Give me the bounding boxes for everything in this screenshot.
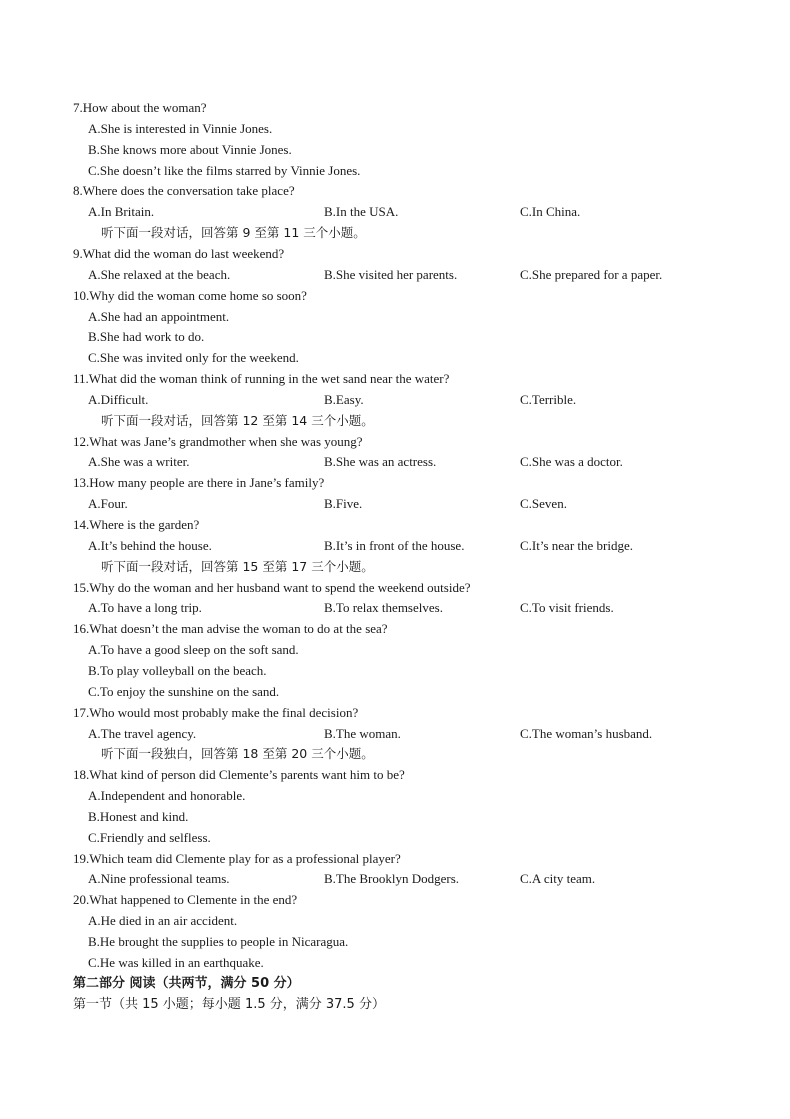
answer-option: C.It’s near the bridge.: [520, 537, 633, 553]
question-stem: 10.Why did the woman come home so soon?: [73, 287, 307, 303]
listening-instruction: 听下面一段对话，回答第 15 至第 17 三个小题。: [101, 558, 374, 574]
answer-option: B.She had work to do.: [88, 329, 205, 345]
question-stem: 7.How about the woman?: [73, 100, 207, 115]
answer-option: C.She was a doctor.: [520, 454, 623, 470]
answer-option: B.Five.: [324, 496, 363, 512]
answer-option: C.Friendly and selfless.: [88, 829, 211, 845]
answer-option: C.A city team.: [520, 871, 596, 887]
answer-option: B.To relax themselves.: [324, 600, 443, 616]
answer-option: B.She knows more about Vinnie Jones.: [88, 141, 292, 157]
answer-option: A.She is interested in Vinnie Jones.: [88, 120, 273, 136]
question-stem: 15.Why do the woman and her husband want to spend the weekend outside?: [73, 579, 471, 595]
answer-option: C.He was killed in an earthquake.: [88, 954, 264, 970]
answer-option: A.Four.: [88, 496, 128, 512]
answer-option: A.To have a long trip.: [88, 600, 202, 616]
answer-option: A.Difficult.: [88, 391, 149, 407]
answer-option: B.Honest and kind.: [88, 808, 189, 824]
answer-option: A.She relaxed at the beach.: [88, 266, 231, 282]
question-stem: 16.What doesn’t the man advise the woman to do at the sea?: [73, 621, 388, 637]
answer-option: C.Seven.: [520, 496, 567, 512]
answer-option: B.Easy.: [324, 391, 364, 407]
answer-option: B.It’s in front of the house.: [324, 537, 465, 553]
answer-option: B.To play volleyball on the beach.: [88, 662, 267, 678]
answer-option: C.She was invited only for the weekend.: [88, 350, 299, 366]
question-stem: 8.Where does the conversation take place?: [73, 183, 295, 199]
answer-option: A.In Britain.: [88, 204, 155, 220]
listening-instruction: 听下面一段对话，回答第 12 至第 14 三个小题。: [101, 412, 374, 428]
answer-option: C.To enjoy the sunshine on the sand.: [88, 683, 280, 699]
answer-option: B.She was an actress.: [324, 454, 437, 470]
question-stem: 14.Where is the garden?: [73, 517, 200, 532]
answer-option: B.The Brooklyn Dodgers.: [324, 871, 460, 887]
answer-option: A.It’s behind the house.: [88, 537, 212, 553]
answer-option: A.Nine professional teams.: [88, 871, 230, 887]
answer-option: B.The woman.: [324, 725, 401, 741]
answer-option: C.She doesn’t like the films starred by Vinnie Jones.: [88, 162, 361, 178]
question-stem: 17.Who would most probably make the final decision?: [73, 704, 359, 720]
answer-option: B.He brought the supplies to people in Nicaragua.: [88, 934, 349, 949]
answer-option: A.The travel agency.: [88, 725, 197, 741]
answer-option: A.He died in an air accident.: [88, 913, 238, 929]
answer-option: A.She was a writer.: [88, 454, 190, 470]
question-stem: 13.How many people are there in Jane’s family?: [73, 475, 325, 491]
question-stem: 20.What happened to Clemente in the end?: [73, 892, 298, 908]
subsection-heading: 第一节（共 15 小题；每小题 1.5 分，满分 37.5 分）: [73, 996, 385, 1012]
section-heading: 第二部分 阅读（共两节，满分 50 分）: [73, 975, 300, 991]
answer-option: C.She prepared for a paper.: [520, 266, 663, 282]
question-stem: 9.What did the woman do last weekend?: [73, 245, 285, 261]
question-stem: 12.What was Jane’s grandmother when she was young?: [73, 433, 363, 449]
answer-option: C.In China.: [520, 204, 581, 220]
question-stem: 11.What did the woman think of running in the wet sand near the water?: [73, 371, 450, 387]
answer-option: A.Independent and honorable.: [88, 788, 246, 804]
answer-option: A.To have a good sleep on the soft sand.: [88, 642, 299, 658]
answer-option: A.She had an appointment.: [88, 308, 230, 324]
listening-instruction: 听下面一段对话，回答第 9 至第 11 三个小题。: [101, 225, 366, 241]
listening-instruction: 听下面一段独白，回答第 18 至第 20 三个小题。: [101, 746, 374, 762]
answer-option: B.She visited her parents.: [324, 266, 458, 282]
answer-option: C.Terrible.: [520, 391, 577, 407]
answer-option: C.The woman’s husband.: [520, 725, 653, 741]
question-stem: 19.Which team did Clemente play for as a professional player?: [73, 850, 401, 866]
question-stem: 18.What kind of person did Clemente’s parents want him to be?: [73, 767, 405, 783]
answer-option: C.To visit friends.: [520, 600, 614, 616]
answer-option: B.In the USA.: [324, 204, 399, 220]
